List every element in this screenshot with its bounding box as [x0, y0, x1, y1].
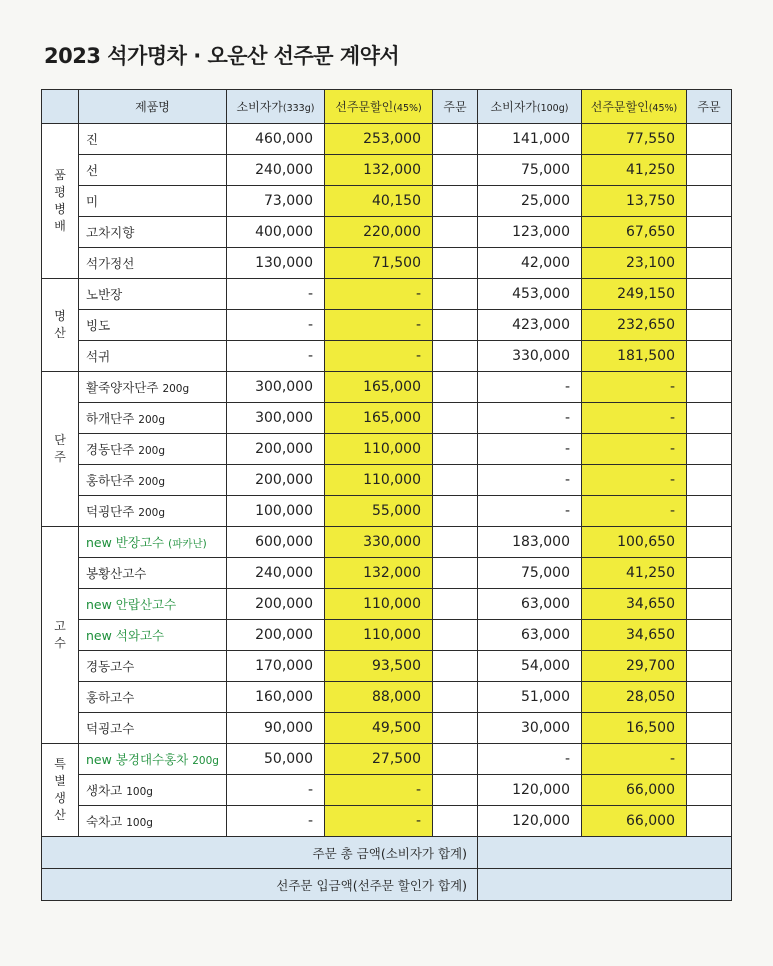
- retail-price-100g: 25,000: [478, 186, 582, 217]
- order-cell-333g[interactable]: [433, 775, 478, 806]
- product-name-text: 덕굉고수: [86, 721, 135, 736]
- discount-price-100g: -: [582, 744, 687, 775]
- retail-price-333g: 100,000: [227, 496, 325, 527]
- discount-price-100g: 67,650: [582, 217, 687, 248]
- deposit-label: 선주문 입금액(선주문 할인가 합계): [42, 869, 478, 901]
- order-cell-100g[interactable]: [687, 155, 732, 186]
- header-retail-100g: 소비자가(100g): [478, 90, 582, 124]
- page-title: 2023 석가명차 · 오운산 선주문 계약서: [44, 44, 400, 68]
- product-name: [79, 155, 227, 186]
- product-name-text: 생차고: [86, 783, 123, 798]
- table-row: [42, 558, 732, 589]
- product-name-text: new 봉경대수홍차: [86, 752, 189, 767]
- discount-price-100g: -: [582, 434, 687, 465]
- product-name: [79, 124, 227, 155]
- product-name: [79, 651, 227, 682]
- product-name: [79, 589, 227, 620]
- retail-price-100g: -: [478, 434, 582, 465]
- order-cell-100g[interactable]: [687, 682, 732, 713]
- product-name: [79, 279, 227, 310]
- product-name: [79, 310, 227, 341]
- table-row: [42, 589, 732, 620]
- discount-price-100g: -: [582, 465, 687, 496]
- header-order-333g: 주문: [433, 90, 478, 124]
- discount-price-333g: 110,000: [325, 589, 433, 620]
- discount-price-333g: 93,500: [325, 651, 433, 682]
- retail-price-100g: -: [478, 372, 582, 403]
- order-cell-100g[interactable]: [687, 806, 732, 837]
- order-cell-100g[interactable]: [687, 434, 732, 465]
- group-label-char: 배: [54, 219, 66, 233]
- product-spec: 200g: [138, 445, 166, 457]
- product-name: [79, 682, 227, 713]
- group-label-char: 산: [54, 326, 66, 340]
- header-order-100g: 주문: [687, 90, 732, 124]
- order-cell-333g[interactable]: [433, 527, 478, 558]
- discount-price-333g: 49,500: [325, 713, 433, 744]
- retail-price-100g: 183,000: [478, 527, 582, 558]
- retail-price-333g: 600,000: [227, 527, 325, 558]
- total-row: [42, 837, 732, 869]
- discount-price-100g: 66,000: [582, 775, 687, 806]
- discount-price-333g: -: [325, 341, 433, 372]
- order-cell-100g[interactable]: [687, 744, 732, 775]
- order-cell-333g[interactable]: [433, 124, 478, 155]
- group-label-char: 주: [54, 450, 66, 464]
- order-cell-333g[interactable]: [433, 341, 478, 372]
- header-product: 제품명: [79, 90, 227, 124]
- order-cell-100g[interactable]: [687, 620, 732, 651]
- product-name: [79, 372, 227, 403]
- discount-price-100g: 13,750: [582, 186, 687, 217]
- deposit-value-field[interactable]: [478, 869, 732, 901]
- order-cell-100g[interactable]: [687, 186, 732, 217]
- header-row: [42, 90, 732, 124]
- table-row: [42, 620, 732, 651]
- order-cell-100g[interactable]: [687, 589, 732, 620]
- discount-price-100g: 28,050: [582, 682, 687, 713]
- table-row: [42, 465, 732, 496]
- order-cell-333g[interactable]: [433, 558, 478, 589]
- product-name-text: 하개단주: [86, 411, 135, 426]
- product-spec: 200g: [162, 383, 190, 395]
- product-spec: 100g: [126, 786, 153, 798]
- order-cell-333g[interactable]: [433, 465, 478, 496]
- order-cell-100g[interactable]: [687, 713, 732, 744]
- product-name-text: 홍하단주: [86, 473, 135, 488]
- discount-price-333g: 110,000: [325, 465, 433, 496]
- retail-price-100g: 63,000: [478, 589, 582, 620]
- product-name-text: 고차지향: [86, 225, 135, 240]
- discount-price-100g: 34,650: [582, 589, 687, 620]
- discount-price-333g: 165,000: [325, 372, 433, 403]
- retail-price-100g: -: [478, 403, 582, 434]
- retail-price-333g: 460,000: [227, 124, 325, 155]
- retail-price-333g: 160,000: [227, 682, 325, 713]
- order-cell-333g[interactable]: [433, 713, 478, 744]
- table-row: [42, 248, 732, 279]
- product-name-text: new 석와고수: [86, 628, 165, 643]
- product-name: [79, 403, 227, 434]
- retail-price-100g: -: [478, 744, 582, 775]
- table-row: [42, 124, 732, 155]
- order-cell-100g[interactable]: [687, 465, 732, 496]
- retail-price-100g: 42,000: [478, 248, 582, 279]
- table-row: [42, 713, 732, 744]
- table-row: [42, 744, 732, 775]
- group-label: [42, 527, 79, 744]
- discount-price-333g: 88,000: [325, 682, 433, 713]
- discount-price-100g: 34,650: [582, 620, 687, 651]
- table-row: [42, 434, 732, 465]
- order-cell-333g[interactable]: [433, 589, 478, 620]
- group-label-char: 별: [54, 774, 66, 788]
- group-label-char: 명: [54, 309, 66, 323]
- order-cell-100g[interactable]: [687, 279, 732, 310]
- product-name: [79, 248, 227, 279]
- order-cell-333g[interactable]: [433, 217, 478, 248]
- discount-price-100g: 66,000: [582, 806, 687, 837]
- table-row: [42, 186, 732, 217]
- product-spec: 200g: [138, 507, 166, 519]
- discount-price-333g: 110,000: [325, 434, 433, 465]
- retail-price-333g: 240,000: [227, 155, 325, 186]
- group-label-char: 품: [54, 168, 66, 182]
- retail-price-333g: 50,000: [227, 744, 325, 775]
- order-cell-100g[interactable]: [687, 775, 732, 806]
- product-spec: (파카난): [168, 538, 207, 550]
- group-label: [42, 124, 79, 279]
- order-cell-100g[interactable]: [687, 527, 732, 558]
- order-cell-100g[interactable]: [687, 651, 732, 682]
- product-name: [79, 527, 227, 558]
- table-row: [42, 310, 732, 341]
- retail-price-333g: -: [227, 310, 325, 341]
- retail-price-333g: 73,000: [227, 186, 325, 217]
- order-cell-100g[interactable]: [687, 248, 732, 279]
- discount-price-100g: -: [582, 496, 687, 527]
- order-cell-100g[interactable]: [687, 124, 732, 155]
- table-row: [42, 527, 732, 558]
- order-cell-100g[interactable]: [687, 341, 732, 372]
- discount-price-333g: 27,500: [325, 744, 433, 775]
- discount-price-333g: 132,000: [325, 558, 433, 589]
- product-name-text: 숙차고: [86, 814, 123, 829]
- table-row: [42, 496, 732, 527]
- retail-price-100g: 30,000: [478, 713, 582, 744]
- retail-price-100g: 75,000: [478, 558, 582, 589]
- product-name-text: 석가정선: [86, 256, 135, 271]
- deposit-row: [42, 869, 732, 901]
- table-row: [42, 217, 732, 248]
- table-row: [42, 279, 732, 310]
- retail-price-100g: 120,000: [478, 806, 582, 837]
- order-cell-100g[interactable]: [687, 217, 732, 248]
- header-group: [42, 90, 79, 124]
- table-row: [42, 651, 732, 682]
- discount-price-333g: 71,500: [325, 248, 433, 279]
- product-name-text: 진: [86, 132, 99, 147]
- discount-price-333g: 132,000: [325, 155, 433, 186]
- total-label: 주문 총 금액(소비자가 합계): [42, 837, 478, 869]
- discount-price-100g: 181,500: [582, 341, 687, 372]
- discount-price-333g: -: [325, 310, 433, 341]
- retail-price-333g: 400,000: [227, 217, 325, 248]
- group-label-char: 병: [54, 202, 66, 216]
- order-cell-333g[interactable]: [433, 155, 478, 186]
- discount-price-100g: -: [582, 403, 687, 434]
- discount-price-333g: 40,150: [325, 186, 433, 217]
- retail-price-100g: 120,000: [478, 775, 582, 806]
- group-label-char: 특: [54, 757, 66, 771]
- order-cell-333g[interactable]: [433, 496, 478, 527]
- discount-price-333g: 220,000: [325, 217, 433, 248]
- retail-price-333g: 130,000: [227, 248, 325, 279]
- group-label-char: 평: [54, 185, 66, 199]
- order-cell-100g[interactable]: [687, 558, 732, 589]
- product-name: [79, 806, 227, 837]
- product-name: [79, 744, 227, 775]
- retail-price-333g: 90,000: [227, 713, 325, 744]
- discount-price-100g: 249,150: [582, 279, 687, 310]
- product-name-text: 홍하고수: [86, 690, 135, 705]
- retail-price-333g: 200,000: [227, 589, 325, 620]
- discount-price-100g: 41,250: [582, 558, 687, 589]
- order-cell-333g[interactable]: [433, 434, 478, 465]
- retail-price-100g: 453,000: [478, 279, 582, 310]
- retail-price-100g: -: [478, 496, 582, 527]
- group-label: [42, 744, 79, 837]
- retail-price-333g: -: [227, 775, 325, 806]
- product-name-text: 노반장: [86, 287, 123, 302]
- retail-price-100g: 423,000: [478, 310, 582, 341]
- product-spec: 200g: [192, 755, 219, 767]
- group-label-char: 수: [54, 636, 66, 650]
- table-row: [42, 682, 732, 713]
- product-spec: 100g: [126, 817, 153, 829]
- product-name-text: 선: [86, 163, 99, 178]
- table-row: [42, 403, 732, 434]
- discount-price-100g: 23,100: [582, 248, 687, 279]
- group-label-char: 생: [54, 791, 66, 805]
- order-cell-100g[interactable]: [687, 372, 732, 403]
- retail-price-333g: 200,000: [227, 465, 325, 496]
- discount-price-333g: -: [325, 775, 433, 806]
- discount-price-100g: 77,550: [582, 124, 687, 155]
- header-discount-333g: 선주문할인(45%): [325, 90, 433, 124]
- product-spec: 200g: [138, 476, 166, 488]
- retail-price-333g: -: [227, 279, 325, 310]
- order-table: [41, 89, 732, 901]
- group-label: [42, 279, 79, 372]
- retail-price-100g: -: [478, 465, 582, 496]
- total-value-field[interactable]: [478, 837, 732, 869]
- product-name: [79, 713, 227, 744]
- product-name-text: 빙도: [86, 318, 111, 333]
- product-name-text: 활죽양자단주: [86, 380, 159, 395]
- table-row: [42, 372, 732, 403]
- product-name-text: 미: [86, 194, 99, 209]
- retail-price-100g: 51,000: [478, 682, 582, 713]
- order-cell-333g[interactable]: [433, 279, 478, 310]
- order-cell-100g[interactable]: [687, 496, 732, 527]
- discount-price-333g: -: [325, 806, 433, 837]
- order-cell-333g[interactable]: [433, 372, 478, 403]
- product-name: [79, 217, 227, 248]
- group-label-char: 산: [54, 808, 66, 822]
- discount-price-100g: 29,700: [582, 651, 687, 682]
- discount-price-100g: 232,650: [582, 310, 687, 341]
- retail-price-100g: 330,000: [478, 341, 582, 372]
- retail-price-333g: 200,000: [227, 620, 325, 651]
- discount-price-333g: 165,000: [325, 403, 433, 434]
- discount-price-333g: 110,000: [325, 620, 433, 651]
- product-name-text: new 반장고수: [86, 535, 165, 550]
- product-name-text: 덕굉단주: [86, 504, 135, 519]
- retail-price-333g: 240,000: [227, 558, 325, 589]
- product-name: [79, 434, 227, 465]
- discount-price-100g: 100,650: [582, 527, 687, 558]
- product-name: [79, 620, 227, 651]
- retail-price-333g: 170,000: [227, 651, 325, 682]
- order-cell-333g[interactable]: [433, 744, 478, 775]
- table-row: [42, 775, 732, 806]
- discount-price-100g: 16,500: [582, 713, 687, 744]
- group-label: [42, 372, 79, 527]
- product-name-text: 경동단주: [86, 442, 135, 457]
- discount-price-333g: 55,000: [325, 496, 433, 527]
- table-row: [42, 341, 732, 372]
- retail-price-100g: 141,000: [478, 124, 582, 155]
- product-spec: 200g: [138, 414, 166, 426]
- retail-price-100g: 63,000: [478, 620, 582, 651]
- header-retail-333g: 소비자가(333g): [227, 90, 325, 124]
- product-name: [79, 775, 227, 806]
- order-cell-333g[interactable]: [433, 620, 478, 651]
- order-cell-100g[interactable]: [687, 310, 732, 341]
- discount-price-100g: -: [582, 372, 687, 403]
- order-cell-333g[interactable]: [433, 403, 478, 434]
- product-name: [79, 465, 227, 496]
- header-discount-100g: 선주문할인(45%): [582, 90, 687, 124]
- order-cell-100g[interactable]: [687, 403, 732, 434]
- product-name-text: 석귀: [86, 349, 111, 364]
- discount-price-100g: 41,250: [582, 155, 687, 186]
- discount-price-333g: 253,000: [325, 124, 433, 155]
- table-row: [42, 806, 732, 837]
- product-name-text: 경동고수: [86, 659, 135, 674]
- retail-price-100g: 75,000: [478, 155, 582, 186]
- table-row: [42, 155, 732, 186]
- discount-price-333g: 330,000: [325, 527, 433, 558]
- group-label-char: 단: [54, 433, 66, 447]
- order-cell-333g[interactable]: [433, 651, 478, 682]
- retail-price-333g: 300,000: [227, 403, 325, 434]
- order-cell-333g[interactable]: [433, 310, 478, 341]
- retail-price-100g: 123,000: [478, 217, 582, 248]
- order-cell-333g[interactable]: [433, 186, 478, 217]
- product-name: [79, 341, 227, 372]
- product-name: [79, 496, 227, 527]
- retail-price-333g: 200,000: [227, 434, 325, 465]
- group-label-char: 고: [54, 619, 66, 633]
- order-cell-333g[interactable]: [433, 806, 478, 837]
- retail-price-333g: -: [227, 341, 325, 372]
- retail-price-333g: 300,000: [227, 372, 325, 403]
- discount-price-333g: -: [325, 279, 433, 310]
- retail-price-333g: -: [227, 806, 325, 837]
- order-cell-333g[interactable]: [433, 682, 478, 713]
- product-name-text: 봉황산고수: [86, 566, 147, 581]
- product-name-text: new 안랍산고수: [86, 597, 177, 612]
- order-cell-333g[interactable]: [433, 248, 478, 279]
- product-name: [79, 186, 227, 217]
- retail-price-100g: 54,000: [478, 651, 582, 682]
- product-name: [79, 558, 227, 589]
